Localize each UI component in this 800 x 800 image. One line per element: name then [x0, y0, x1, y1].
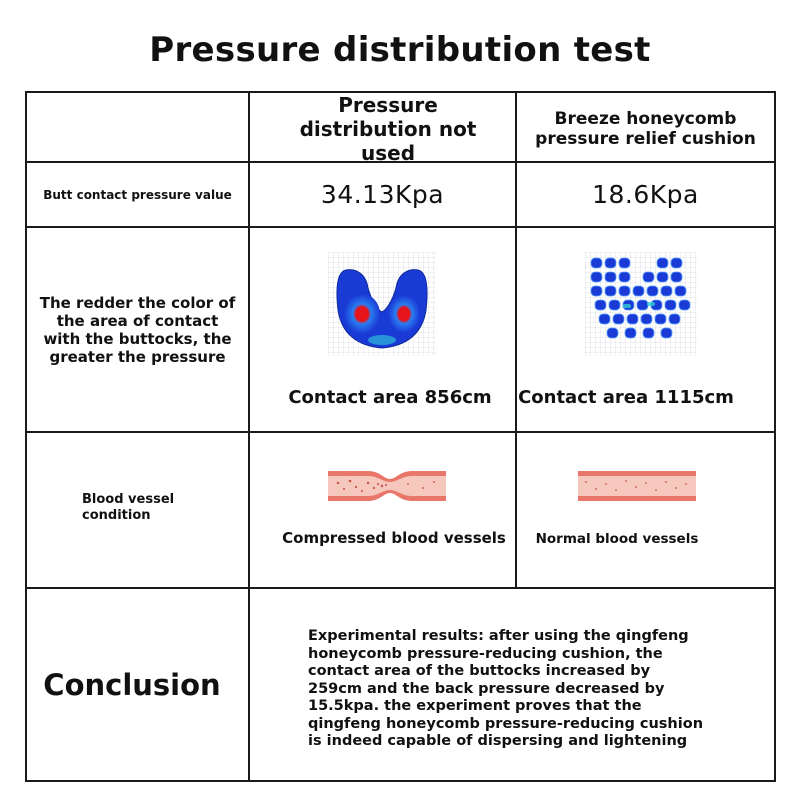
conclusion-label: Conclusion: [43, 667, 221, 702]
pressure-with-text: 18.6Kpa: [592, 180, 699, 209]
row-label-pressure: [27, 163, 248, 226]
contact-caption-without: [250, 382, 530, 412]
vessel-label-line2: condition: [82, 508, 151, 523]
contact-label: The redder the color of the area of contact with the buttocks, the greater the pressure: [39, 293, 236, 366]
contact-without-text: Contact area 856cm: [288, 386, 492, 408]
vessel-with-text: Normal blood vessels: [535, 531, 699, 547]
page-title: Pressure distribution test: [149, 30, 651, 70]
pressure-label: Butt contact pressure value: [43, 187, 232, 202]
pressure-value-with: [517, 163, 774, 226]
vessel-without-text: Compressed blood vessels: [282, 529, 506, 547]
heatmap-without-svg: [328, 252, 436, 356]
pressure-heatmap-with: [585, 252, 697, 356]
header-without-cushion: [262, 93, 514, 165]
header-with-label-line1: Breeze honeycomb: [554, 109, 737, 129]
heatmap-with-svg: [585, 252, 697, 356]
header-without-label: Pressure distribution not used: [299, 93, 477, 165]
normal-vessel-svg: [578, 470, 696, 502]
vessel-label-line1: Blood vessel: [82, 492, 175, 507]
pressure-without-text: 34.13Kpa: [320, 180, 445, 209]
compressed-vessel-svg: [328, 469, 446, 503]
header-with-cushion: [517, 100, 774, 158]
conclusion-body: [308, 628, 708, 751]
vessel-caption-with: [517, 525, 717, 553]
table-border-right: [774, 91, 776, 782]
row-label-contact: [30, 228, 245, 431]
vessel-caption-without: [250, 524, 538, 552]
pressure-heatmap-without: [328, 252, 436, 356]
table-rule: [25, 431, 776, 433]
pressure-value-without: [250, 163, 515, 226]
conclusion-heading: [27, 589, 237, 780]
row-label-vessel: [82, 492, 242, 524]
table-border-bottom: [25, 780, 776, 782]
conclusion-text: Experimental results: after using the qingfeng honeycomb pressure-reducing cushion, the contact area of the buttocks increased by 259cm and the back pressure decreased by 15.5kpa. the experiment proves that the qingfeng honeycomb pressure-reducing cushion is indeed capable of dispersing and lightening: [308, 628, 704, 749]
contact-with-text: Contact area 1115cm: [518, 386, 734, 408]
contact-caption-with: [517, 382, 735, 412]
normal-vessel-illustration: [578, 470, 696, 502]
header-with-label-line2: pressure relief cushion: [535, 129, 756, 149]
compressed-vessel-illustration: [328, 469, 446, 503]
